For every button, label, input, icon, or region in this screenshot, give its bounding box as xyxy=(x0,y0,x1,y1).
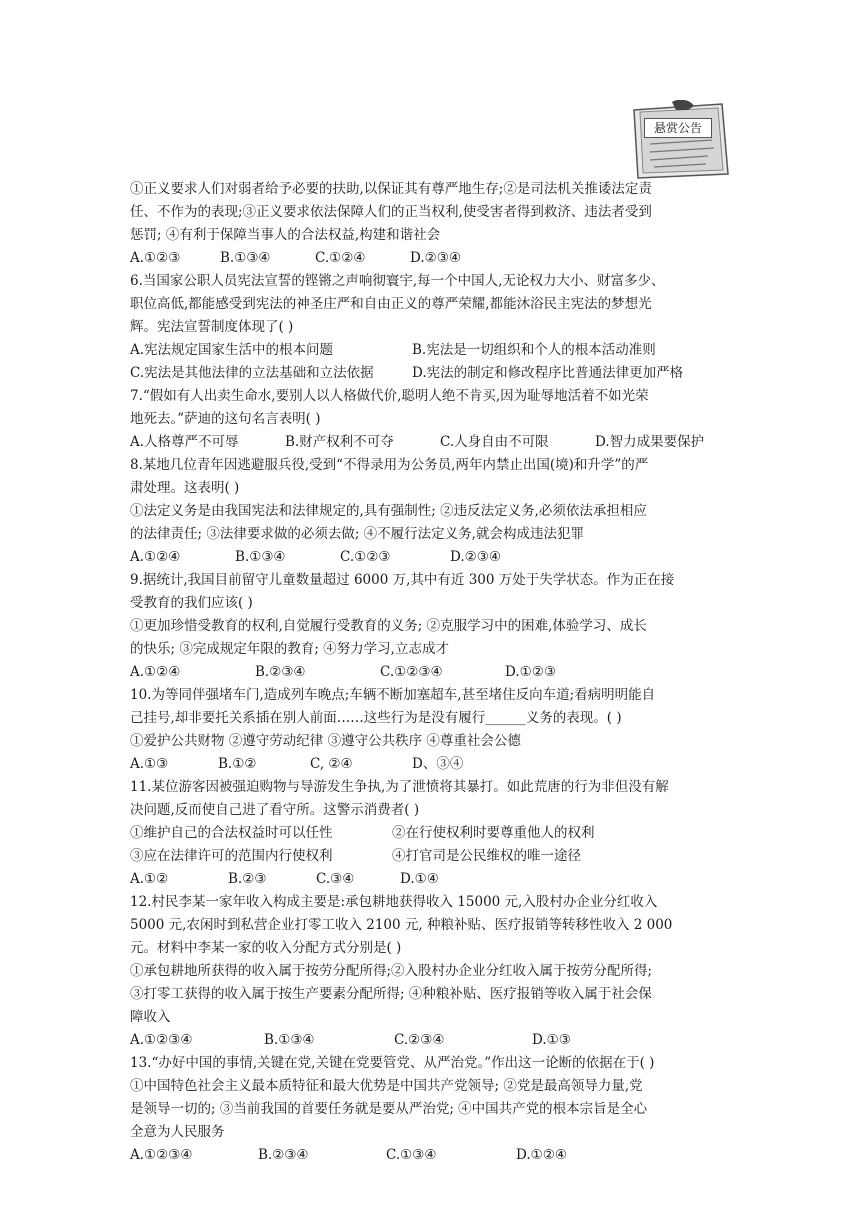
q12-option-c: C.②③④ xyxy=(394,1032,445,1048)
q13-option-a: A.①②③④ xyxy=(130,1147,193,1163)
q11-statement-3: ③应在法律许可的范围内行使权利 xyxy=(130,848,333,864)
q9-stem-line-1: 9.据统计,我国目前留守儿童数量超过 6000 万,其中有近 300 万处于失学状态。作为正在接 xyxy=(130,572,675,588)
notice-caption: 悬赏公告 xyxy=(644,118,712,138)
q10-option-a: A.①③ xyxy=(130,756,169,772)
q12-stem-line-2: 5000 元,农闲时到私营企业打零工收入 2100 元, 种粮补贴、医疗报销等转移性收入 2 000 xyxy=(130,917,673,933)
q9-option-a: A.①②④ xyxy=(130,664,181,680)
q8-option-c: C.①②③ xyxy=(340,549,391,565)
q7-stem-line-1: 7.“假如有人出卖生命水,要别人以人格做代价,聪明人绝不肯买,因为耻辱地活着不如光荣 xyxy=(130,388,649,404)
q11-option-b: B.②③ xyxy=(228,871,267,887)
q8-statement-line-1: ①法定义务是由我国宪法和法律规定的,具有强制性; ②违反法定义务,必须依法承担相应 xyxy=(130,503,647,519)
q6-option-b: B.宪法是一切组织和个人的根本活动准则 xyxy=(412,342,656,358)
q8-option-b: B.①③④ xyxy=(235,549,286,565)
q5-option-d: D.②③④ xyxy=(410,250,461,266)
q5-statement-line-3: 惩罚; ④有利于保障当事人的合法权益,构建和谐社会 xyxy=(130,227,441,243)
q11-statement-1: ①维护自己的合法权益时可以任性 xyxy=(130,825,333,841)
q5-statement-line-1: ①正义要求人们对弱者给予必要的扶助,以保证其有尊严地生存;②是司法机关推诿法定责 xyxy=(130,181,652,197)
q12-statement-line-3: 障收入 xyxy=(130,1009,171,1025)
q9-options xyxy=(130,661,738,684)
q11-option-c: C.③④ xyxy=(316,871,355,887)
q11-stem-line-1: 11.某位游客因被强迫购物与导游发生争执,为了泄愤将其暴打。如此荒唐的行为非但没有解 xyxy=(130,779,669,795)
wanted-notice-illustration xyxy=(628,100,732,182)
q11-statements-row-1 xyxy=(130,822,738,845)
q8-stem-line-1: 8.某地几位青年因逃避服兵役,受到“不得录用为公务员,两年内禁止出国(境)和升学”的严 xyxy=(130,457,649,473)
q11-stem-line-2: 决问题,反而使自己进了看守所。这警示消费者( ) xyxy=(130,802,420,818)
q6-options-row-1 xyxy=(130,339,738,362)
q5-option-c: C.①②④ xyxy=(315,250,366,266)
q12-statement-line-2: ③打零工获得的收入属于按生产要素分配所得; ④种粮补贴、医疗报销等收入属于社会保 xyxy=(130,986,652,1002)
q6-stem-line-1: 6.当国家公职人员宪法宣誓的铿锵之声响彻寰宇,每一个中国人,无论权力大小、财富多少、 xyxy=(130,273,665,289)
q10-stem-line-2: 己挂号,却非要托关系插在别人前面……这些行为是没有履行______义务的表现。( ) xyxy=(130,710,622,726)
q12-options xyxy=(130,1029,738,1052)
q10-stem-line-1: 10.为等同伴强堵车门,造成列车晚点;车辆不断加塞超车,甚至堵住反向车道;看病明明能自 xyxy=(130,687,656,703)
q8-statement-line-2: 的法律责任; ③法律要求做的必须去做; ④不履行法定义务,就会构成违法犯罪 xyxy=(130,526,584,542)
q8-stem-line-2: 肃处理。这表明( ) xyxy=(130,480,240,496)
q9-option-d: D.①②③ xyxy=(505,664,556,680)
q6-options-row-2 xyxy=(130,362,738,385)
q12-option-d: D.①③ xyxy=(532,1032,571,1048)
q10-statement-line: ①爱护公共财物 ②遵守劳动纪律 ③遵守公共秩序 ④尊重社会公德 xyxy=(130,733,521,749)
q9-statement-line-1: ①更加珍惜受教育的权利,自觉履行受教育的义务; ②克服学习中的困难,体验学习、成长 xyxy=(130,618,647,634)
question-content xyxy=(130,178,738,1167)
q6-option-a: A.宪法规定国家生活中的根本问题 xyxy=(130,342,334,358)
q13-statement-line-1: ①中国特色社会主义最本质特征和最大优势是中国共产党领导; ②党是最高领导力量,党 xyxy=(130,1078,643,1094)
q9-stem-line-2: 受教育的我们应该( ) xyxy=(130,595,253,611)
q11-statement-2: ②在行使权利时要尊重他人的权利 xyxy=(392,825,595,841)
q11-statement-4: ④打官司是公民维权的唯一途径 xyxy=(392,848,581,864)
q5-options xyxy=(130,247,738,270)
q6-stem-line-2: 职位高低,都能感受到宪法的神圣庄严和自由正义的尊严荣耀,都能沐浴民主宪法的梦想光 xyxy=(130,296,652,312)
q13-stem-line-1: 13.“办好中国的事情,关键在党,关键在党要管党、从严治党。”作出这一论断的依据在于( ) xyxy=(130,1055,655,1071)
q8-option-a: A.①②④ xyxy=(130,549,181,565)
q11-option-d: D.①④ xyxy=(400,871,439,887)
q5-option-b: B.①③④ xyxy=(220,250,271,266)
q13-options xyxy=(130,1144,738,1167)
q12-option-b: B.①③④ xyxy=(264,1032,315,1048)
q6-stem-line-3: 辉。宪法宣誓制度体现了( ) xyxy=(130,319,294,335)
q13-option-c: C.①③④ xyxy=(386,1147,437,1163)
q11-options xyxy=(130,868,738,891)
q7-option-c: C.人身自由不可限 xyxy=(440,434,549,450)
q7-options xyxy=(130,431,738,454)
q9-option-b: B.②③④ xyxy=(255,664,306,680)
q13-statement-line-3: 全意为人民服务 xyxy=(130,1124,225,1140)
q8-option-d: D.②③④ xyxy=(450,549,501,565)
q6-option-d: D.宪法的制定和修改程序比普通法律更加严格 xyxy=(412,365,684,381)
q11-option-a: A.①② xyxy=(130,871,169,887)
q10-option-c: C, ②④ xyxy=(310,756,353,772)
q7-option-a: A.人格尊严不可辱 xyxy=(130,434,239,450)
q10-option-d: D、③④ xyxy=(412,756,464,772)
q13-option-b: B.②③④ xyxy=(258,1147,309,1163)
q12-statement-line-1: ①承包耕地所获得的收入属于按劳分配所得;②入股村办企业分红收入属于按劳分配所得; xyxy=(130,963,653,979)
q5-statement-line-2: 任、不作为的表现;③正义要求依法保障人们的正当权利,使受害者得到救济、违法者受到 xyxy=(130,204,652,220)
q7-stem-line-2: 地死去。”萨迪的这句名言表明( ) xyxy=(130,411,321,427)
q7-option-d: D.智力成果要保护 xyxy=(595,434,705,450)
q10-option-b: B.①② xyxy=(218,756,257,772)
q10-options xyxy=(130,753,738,776)
q12-stem-line-1: 12.村民李某一家年收入构成主要是:承包耕地获得收入 15000 元,入股村办企业分红收入 xyxy=(130,894,658,910)
q9-option-c: C.①②③④ xyxy=(380,664,443,680)
notice-paper-icon xyxy=(628,100,732,182)
q12-option-a: A.①②③④ xyxy=(130,1032,193,1048)
q5-option-a: A.①②③ xyxy=(130,250,181,266)
q13-option-d: D.①②④ xyxy=(516,1147,567,1163)
q13-statement-line-2: 是领导一切的; ③当前我国的首要任务就是要从严治党; ④中国共产党的根本宗旨是全心 xyxy=(130,1101,648,1117)
q11-statements-row-2 xyxy=(130,845,738,868)
q12-stem-line-3: 元。材料中李某一家的收入分配方式分别是( ) xyxy=(130,940,402,956)
q6-option-c: C.宪法是其他法律的立法基础和立法依据 xyxy=(130,365,374,381)
q9-statement-line-2: 的快乐; ③完成规定年限的教育; ④努力学习,立志成才 xyxy=(130,641,449,657)
q7-option-b: B.财产权利不可夺 xyxy=(285,434,394,450)
q8-options xyxy=(130,546,738,569)
